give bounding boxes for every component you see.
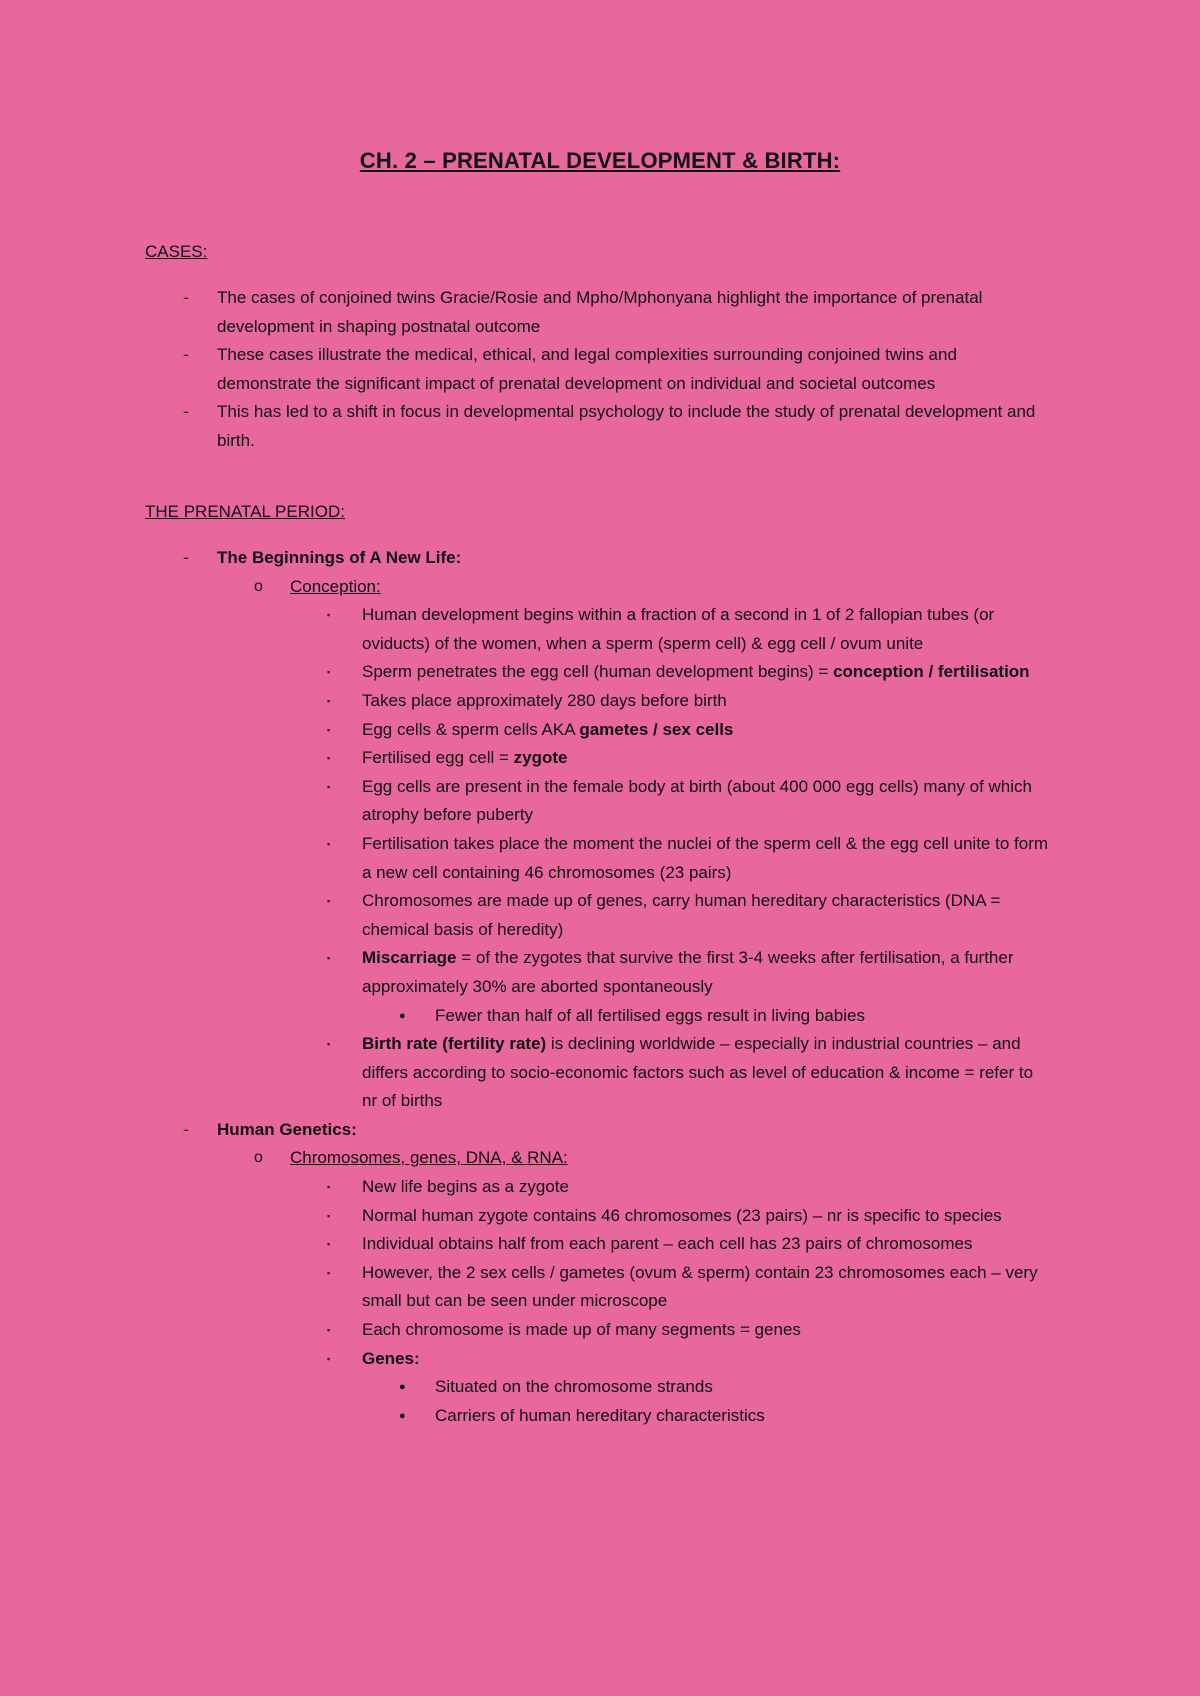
square-bullet-icon: ▪: [327, 724, 331, 735]
list-item: ▪ Sperm penetrates the egg cell (human development begins) = conception / fertilisation: [0, 658, 1050, 687]
square-bullet-icon: ▪: [327, 781, 331, 792]
prenatal-list: [0, 544, 1200, 1430]
section-heading-prenatal: THE PRENATAL PERIOD:: [145, 502, 345, 521]
square-bullet-icon: ▪: [327, 838, 331, 849]
list-item: ▪ Each chromosome is made up of many segments = genes: [0, 1316, 1050, 1345]
list-item: ▪ Miscarriage = of the zygotes that survive the first 3-4 weeks after fertilisation, a further approximately 30% are aborted spontaneously: [0, 944, 1050, 1001]
list-item: - The cases of conjoined twins Gracie/Rosie and Mpho/Mphonyana highlight the importance of prenatal development in shaping postnatal outcome: [0, 284, 1037, 341]
square-bullet-icon: ▪: [327, 953, 331, 964]
list-item: ▪ However, the 2 sex cells / gametes (ovum & sperm) contain 23 chromosomes each – very small but can be seen under microscope: [0, 1259, 1050, 1316]
square-bullet-icon: ▪: [327, 1039, 331, 1050]
list-item: ▪ Individual obtains half from each parent – each cell has 23 pairs of chromosomes: [0, 1230, 1050, 1259]
page-title: CH. 2 – PRENATAL DEVELOPMENT & BIRTH:: [359, 148, 841, 173]
dash-marker: -: [183, 1119, 189, 1139]
list-item: ▪ Takes place approximately 280 days before birth: [0, 687, 1050, 716]
list-item: ▪ Egg cells & sperm cells AKA gametes / sex cells: [0, 716, 1050, 745]
list-item: o Chromosomes, genes, DNA, & RNA:: [0, 1144, 1030, 1173]
list-item: ▪ Fertilisation takes place the moment the nuclei of the sperm cell & the egg cell unite to form a new cell containing 46 chromosomes (23 pairs): [0, 830, 1050, 887]
bullet-icon: ●: [399, 1409, 406, 1422]
list-item: - These cases illustrate the medical, ethical, and legal complexities surrounding conjoined twins and demonstrate the significant impact of prenatal development on individual and societal outcomes: [0, 341, 1037, 398]
bullet-icon: ●: [399, 1009, 406, 1022]
square-bullet-icon: ▪: [327, 1182, 331, 1193]
square-bullet-icon: ▪: [327, 753, 331, 764]
circle-marker: o: [254, 577, 263, 595]
square-bullet-icon: ▪: [327, 1353, 331, 1364]
list-item: ▪ Human development begins within a fraction of a second in 1 of 2 fallopian tubes (or oviducts) of the women, when a sperm (sperm cell) & egg cell / ovum unite: [0, 601, 1050, 658]
square-bullet-icon: ▪: [327, 667, 331, 678]
dash-marker: -: [183, 345, 189, 365]
list-item: ▪ Fertilised egg cell = zygote: [0, 744, 1050, 773]
square-bullet-icon: ▪: [327, 1210, 331, 1221]
list-item: - The Beginnings of A New Life:: [0, 544, 1037, 573]
list-item: ▪ Birth rate (fertility rate) is declining worldwide – especially in industrial countries – and differs according to socio-economic factors such as level of education & income = refer to nr of births: [0, 1030, 1050, 1116]
list-item: ▪ Normal human zygote contains 46 chromosomes (23 pairs) – nr is specific to species: [0, 1202, 1050, 1231]
list-item: - This has led to a shift in focus in developmental psychology to include the study of prenatal development and birth.: [0, 398, 1037, 455]
list-item: ● Situated on the chromosome strands: [0, 1373, 1055, 1402]
square-bullet-icon: ▪: [327, 896, 331, 907]
cases-list: [0, 284, 1200, 456]
list-item: ● Fewer than half of all fertilised eggs result in living babies: [0, 1002, 1055, 1031]
square-bullet-icon: ▪: [327, 610, 331, 621]
list-item: ● Carriers of human hereditary characteristics: [0, 1402, 1055, 1431]
section-heading-cases: CASES:: [145, 242, 208, 261]
dash-marker: -: [183, 288, 189, 307]
dash-marker: -: [183, 402, 189, 422]
square-bullet-icon: ▪: [327, 1267, 331, 1278]
bullet-icon: ●: [399, 1381, 406, 1394]
list-item: o Conception:: [0, 573, 1030, 602]
list-item: ▪ Chromosomes are made up of genes, carry human hereditary characteristics (DNA = chemical basis of heredity): [0, 887, 1050, 944]
dash-marker: -: [183, 548, 189, 567]
list-item: ▪ Genes:: [0, 1345, 1050, 1374]
square-bullet-icon: ▪: [327, 1325, 331, 1336]
circle-marker: o: [254, 1149, 263, 1167]
square-bullet-icon: ▪: [327, 695, 331, 706]
square-bullet-icon: ▪: [327, 1239, 331, 1250]
list-item: ▪ Egg cells are present in the female body at birth (about 400 000 egg cells) many of which atrophy before puberty: [0, 773, 1050, 830]
list-item: ▪ New life begins as a zygote: [0, 1173, 1050, 1202]
list-item: - Human Genetics:: [0, 1116, 1037, 1145]
